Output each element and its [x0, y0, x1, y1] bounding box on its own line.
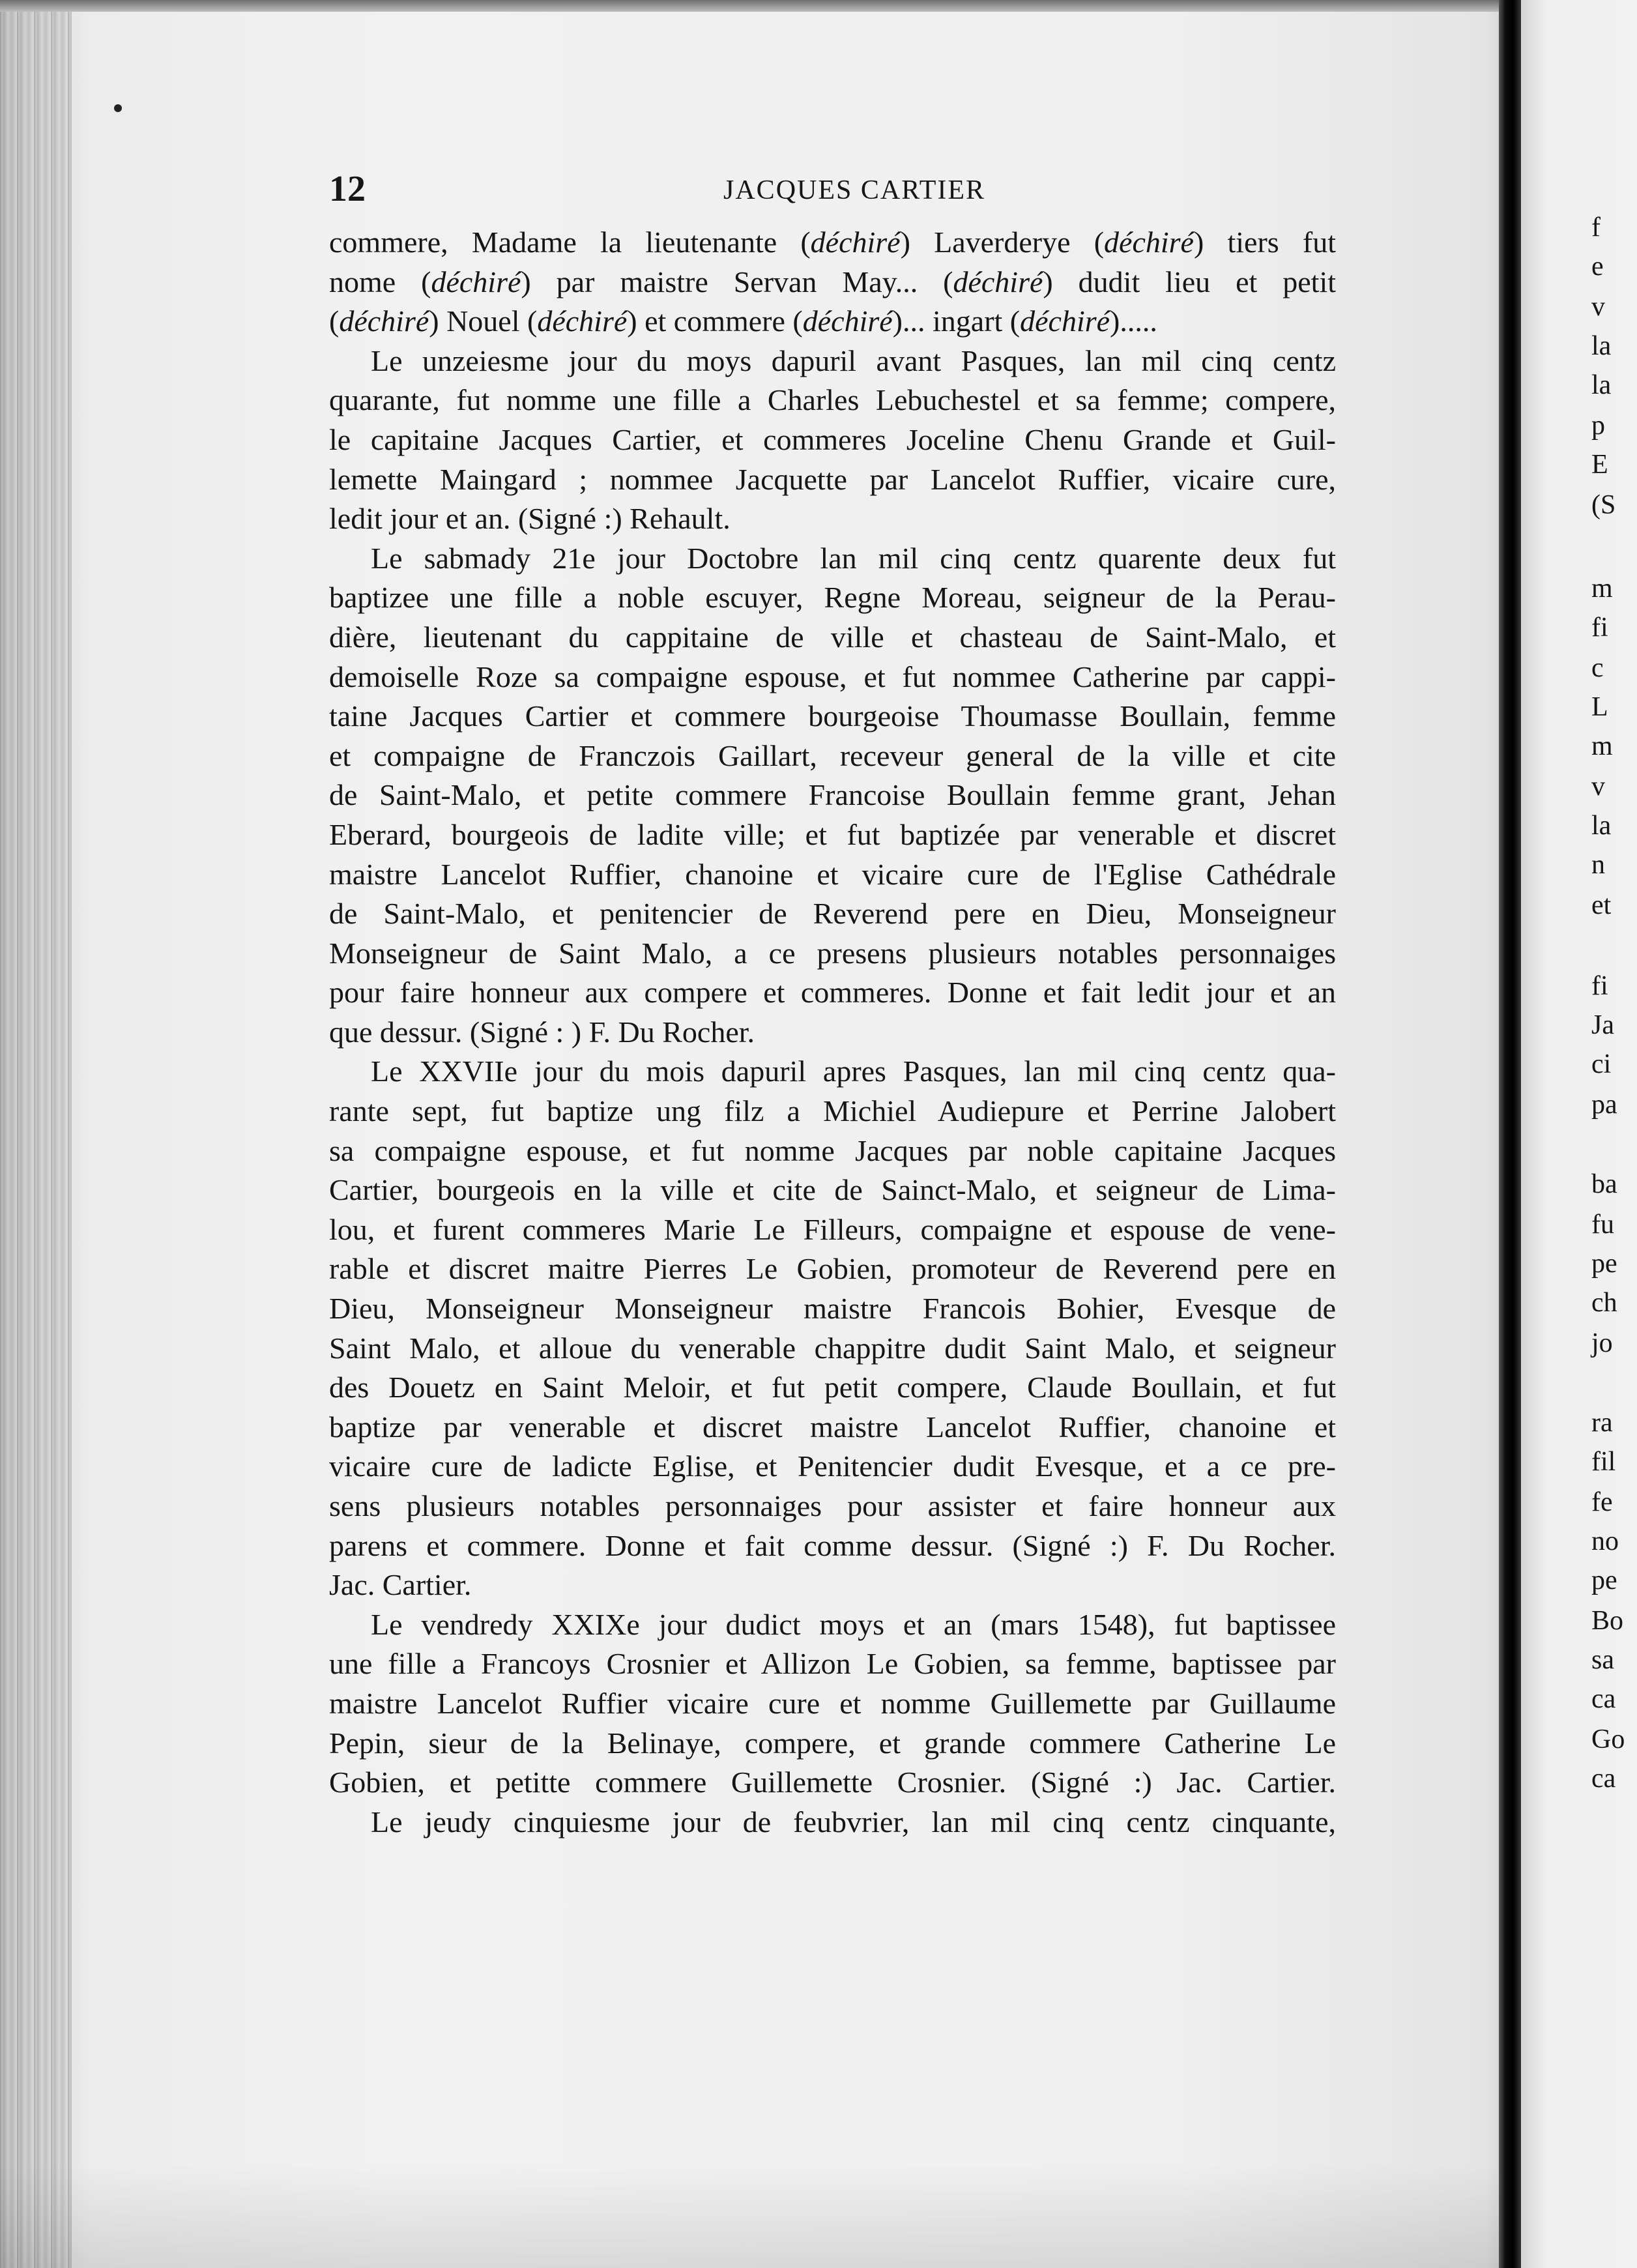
facing-page-text: ch: [1591, 1288, 1617, 1318]
text-line: commere, Madame la lieutenante (déchiré) Laverderye (déchiré) tiers fut: [329, 225, 1336, 259]
ink-speck: [114, 104, 122, 112]
facing-page-text: Bo: [1591, 1606, 1624, 1636]
facing-page-text: E: [1591, 450, 1608, 480]
binding-edge: [0, 0, 72, 2268]
text-line: que dessur. (Signé : ) F. Du Rocher.: [329, 1015, 755, 1049]
text-line: dière, lieutenant du cappitaine de ville et chasteau de Saint-Malo, et: [329, 620, 1336, 654]
text-line: des Douetz en Saint Meloir, et fut petit compere, Claude Boullain, et fut: [329, 1371, 1336, 1404]
facing-page-fragment: [1521, 0, 1637, 2268]
facing-page-text: e: [1591, 252, 1604, 282]
facing-page-text: m: [1591, 574, 1613, 603]
running-title: JACQUES CARTIER: [723, 175, 986, 205]
facing-page-text: fe: [1591, 1487, 1613, 1517]
book-gutter: [1499, 0, 1521, 2268]
facing-page-text: m: [1591, 731, 1613, 761]
text-line: une fille a Francoys Crosnier et Allizon Le Gobien, sa femme, baptissee par: [329, 1647, 1336, 1681]
facing-page-text: n: [1591, 850, 1605, 880]
facing-page-text: fi: [1591, 613, 1608, 643]
text-line: Gobien, et petitte commere Guillemette Crosnier. (Signé :) Jac. Cartier.: [329, 1766, 1336, 1799]
text-line: lou, et furent commeres Marie Le Filleurs, compaigne et espouse de vene-: [329, 1212, 1336, 1246]
text-line: baptizee une fille a noble escuyer, Regne Moreau, seigneur de la Perau-: [329, 581, 1336, 615]
text-line: Cartier, bourgeois en la ville et cite de Sainct-Malo, et seigneur de Lima-: [329, 1173, 1336, 1207]
facing-page-text: L: [1591, 692, 1608, 722]
facing-page-text: (S: [1591, 490, 1616, 520]
text-line: le capitaine Jacques Cartier, et commeres Joceline Chenu Grande et Guil-: [329, 422, 1336, 456]
text-line: Monseigneur de Saint Malo, a ce presens plusieurs notables personnaiges: [329, 936, 1336, 970]
facing-page-text: et: [1591, 890, 1612, 920]
facing-page-text: ra: [1591, 1408, 1613, 1438]
text-line: demoiselle Roze sa compaigne espouse, et fut nommee Catherine par cappi-: [329, 660, 1336, 693]
facing-page-text: f: [1591, 212, 1601, 242]
facing-page-text: fi: [1591, 971, 1608, 1001]
facing-page-text: v: [1591, 292, 1605, 322]
text-line: de Saint-Malo, et petite commere Francoise Boullain femme grant, Jehan: [329, 778, 1336, 812]
facing-page-text: p: [1591, 411, 1605, 441]
body-text: [329, 223, 1336, 1842]
text-line: Jac. Cartier.: [329, 1568, 472, 1602]
text-line: Le unzeiesme jour du moys dapuril avant Pasques, lan mil cinq centz: [371, 343, 1336, 377]
facing-page-text: c: [1591, 653, 1604, 683]
text-line: Le vendredy XXIXe jour dudict moys et an (mars 1548), fut baptissee: [371, 1607, 1336, 1641]
text-line: sa compaigne espouse, et fut nomme Jacques par noble capitaine Jacques: [329, 1133, 1336, 1167]
page-top-edge: [0, 0, 1513, 12]
text-line: parens et commere. Donne et fait comme dessur. (Signé :) F. Du Rocher.: [329, 1528, 1336, 1562]
text-line: nome (déchiré) par maistre Servan May... (déchiré) dudit lieu et petit: [329, 265, 1336, 298]
text-line: pour faire honneur aux compere et commeres. Donne et fait ledit jour et an: [329, 976, 1336, 1010]
text-line: rable et discret maitre Pierres Le Gobien, promoteur de Reverend pere en: [329, 1252, 1336, 1286]
facing-page-text: la: [1591, 370, 1612, 400]
facing-page-text: ci: [1591, 1049, 1612, 1079]
text-line: quarante, fut nomme une fille a Charles Lebuchestel et sa femme; compere,: [329, 383, 1336, 417]
facing-page-text: la: [1591, 331, 1612, 361]
text-line: vicaire cure de ladicte Eglise, et Penitencier dudit Evesque, et a ce pre-: [329, 1449, 1336, 1483]
text-line: de Saint-Malo, et penitencier de Reverend pere en Dieu, Monseigneur: [329, 897, 1336, 931]
facing-page-text: ca: [1591, 1764, 1616, 1794]
text-line: Le XXVIIe jour du mois dapuril apres Pasques, lan mil cinq centz qua-: [371, 1054, 1336, 1088]
text-line: Dieu, Monseigneur Monseigneur maistre Francois Bohier, Evesque de: [329, 1292, 1336, 1326]
text-line: Le jeudy cinquiesme jour de feubvrier, lan mil cinq centz cinquante,: [371, 1805, 1336, 1839]
text-line: sens plusieurs notables personnaiges pour assister et faire honneur aux: [329, 1489, 1336, 1522]
facing-page-text: fu: [1591, 1210, 1614, 1240]
facing-page-text: pe: [1591, 1249, 1617, 1279]
text-line: ledit jour et an. (Signé :) Rehault.: [329, 502, 731, 536]
facing-page-text: la: [1591, 811, 1612, 841]
facing-page-text: Ja: [1591, 1010, 1614, 1040]
facing-page-text: sa: [1591, 1645, 1614, 1675]
text-line: lemette Maingard ; nommee Jacquette par Lancelot Ruffier, vicaire cure,: [329, 462, 1336, 496]
page-number: 12: [329, 169, 366, 209]
facing-page-text: jo: [1591, 1328, 1613, 1358]
facing-page-text: pa: [1591, 1090, 1617, 1120]
text-line: et compaigne de Franczois Gaillart, receveur general de la ville et cite: [329, 738, 1336, 772]
text-line: Saint Malo, et alloue du venerable chappitre dudit Saint Malo, et seigneur: [329, 1331, 1336, 1365]
facing-page-text: v: [1591, 772, 1605, 802]
text-line: (déchiré) Nouel (déchiré) et commere (déchiré)... ingart (déchiré).....: [329, 304, 1157, 338]
text-line: taine Jacques Cartier et commere bourgeoise Thoumasse Boullain, femme: [329, 699, 1336, 733]
text-line: Eberard, bourgeois de ladite ville; et fut baptizée par venerable et discret: [329, 817, 1336, 851]
page-bottom-shadow: [0, 2164, 1513, 2268]
facing-page-text: no: [1591, 1526, 1619, 1556]
facing-page-text: pe: [1591, 1565, 1617, 1595]
text-line: maistre Lancelot Ruffier vicaire cure et nomme Guillemette par Guillaume: [329, 1686, 1336, 1720]
text-line: rante sept, fut baptize ung filz a Michiel Audiepure et Perrine Jalobert: [329, 1094, 1336, 1128]
facing-page-text: ba: [1591, 1169, 1617, 1199]
text-line: Pepin, sieur de la Belinaye, compere, et grande commere Catherine Le: [329, 1726, 1336, 1760]
text-line: baptize par venerable et discret maistre Lancelot Ruffier, chanoine et: [329, 1410, 1336, 1444]
facing-page-text: ca: [1591, 1684, 1616, 1714]
text-line: Le sabmady 21e jour Doctobre lan mil cinq centz quarente deux fut: [371, 541, 1336, 575]
facing-page-text: Go: [1591, 1724, 1625, 1754]
text-line: maistre Lancelot Ruffier, chanoine et vicaire cure de l'Eglise Cathédrale: [329, 857, 1336, 891]
facing-page-text: fil: [1591, 1447, 1616, 1477]
